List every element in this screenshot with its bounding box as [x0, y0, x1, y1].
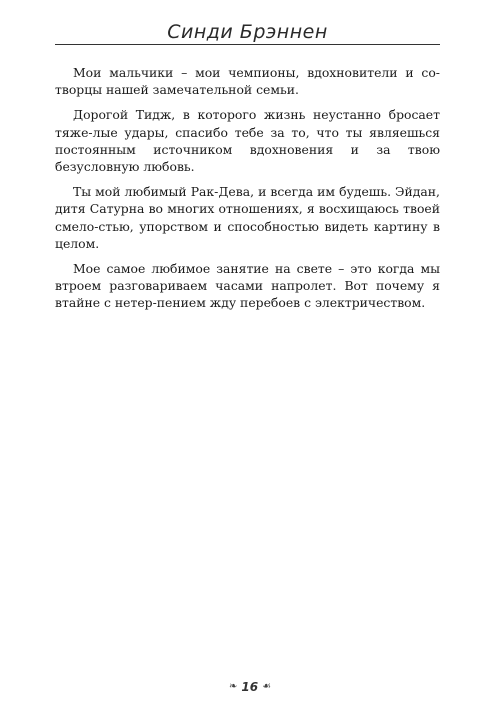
paragraph-2: Дорогой Тидж, в которого жизнь неустанно бросает тяже-лые удары, спасибо тебе за то, что ты являешься постоянным источником вдохновения и за твою безусловную любовь. — [55, 107, 440, 175]
header-author-name: Синди Брэннен — [159, 20, 336, 44]
paragraph-4: Мое самое любимое занятие на свете – это когда мы втроем разговариваем часами напролет. Вот почему я втайне с нетер-пением жду перебоев с электричеством. — [55, 261, 440, 311]
page-number: 16 — [241, 680, 259, 694]
running-header — [55, 18, 440, 48]
page-body — [55, 64, 440, 320]
ornament-left-icon: ❧ — [228, 681, 238, 692]
paragraph-3: Ты мой любимый Рак-Дева, и всегда им будешь. Эйдан, дитя Сатурна во многих отношениях, я восхищаюсь твоей смело-стью, упорством и способностью видеть картину в целом. — [55, 184, 440, 251]
paragraph-1: Мои мальчики – мои чемпионы, вдохновители и со-творцы нашей замечательной семьи. — [55, 65, 440, 98]
page-footer — [0, 680, 500, 695]
ornament-right-icon: ☙ — [262, 681, 272, 692]
header-rule — [55, 44, 440, 45]
